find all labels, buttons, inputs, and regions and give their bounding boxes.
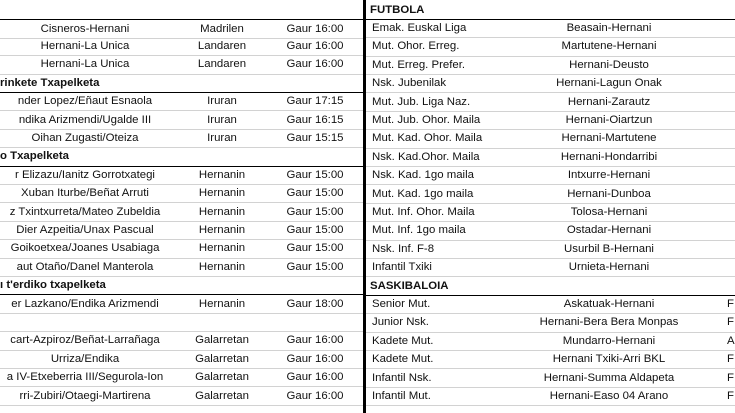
match-names: Cisneros-Hernani <box>40 22 130 35</box>
match-extra: F <box>727 297 734 310</box>
match-names: nder Lopez/Eñaut Esnaola <box>17 95 153 108</box>
match-category: Nsk. Kad.Ohor. Maila <box>372 150 480 163</box>
match-category: Emak. Euskal Liga <box>372 21 467 34</box>
table-row <box>366 240 735 259</box>
match-teams: Hernani-Dunboa <box>567 187 651 200</box>
match-time: Gaur 16:00 <box>286 39 344 52</box>
table-row <box>366 221 735 240</box>
match-teams: Hernani-Oiartzun <box>565 113 653 126</box>
table-row <box>366 56 735 75</box>
match-time: Gaur 15:00 <box>286 260 344 273</box>
match-time: Gaur 16:00 <box>286 389 344 402</box>
match-category: Mut. Kad. 1go maila <box>372 187 474 200</box>
match-teams: Martutene-Hernani <box>561 40 657 53</box>
match-category: Nsk. Kad. 1go maila <box>372 169 474 182</box>
match-time: Gaur 16:00 <box>286 58 344 71</box>
section-title: SASKIBALOIA <box>370 279 449 292</box>
match-venue: Hernanin <box>198 223 246 236</box>
table-row <box>0 55 363 74</box>
match-venue: Madrilen <box>200 22 244 35</box>
match-teams: Usurbil B-Hernani <box>564 242 654 255</box>
match-time: Gaur 15:00 <box>286 187 344 200</box>
table-row <box>0 331 363 350</box>
match-time: Gaur 15:15 <box>286 131 344 144</box>
match-category: Mut. Ohor. Erreg. <box>372 40 460 53</box>
table-row <box>366 313 735 332</box>
table-row <box>366 387 735 406</box>
section-title: rinkete Txapelketa <box>0 76 100 89</box>
table-row <box>0 295 363 314</box>
match-teams: Hernani-Hondarribi <box>560 150 658 163</box>
match-category: Kadete Mut. <box>372 353 434 366</box>
left-schedule-column <box>0 0 363 413</box>
table-row <box>366 203 735 222</box>
match-teams: Askatuak-Hernani <box>563 297 655 310</box>
match-category: Nsk. Inf. F-8 <box>372 242 435 255</box>
match-time: Gaur 15:00 <box>286 242 344 255</box>
table-row <box>0 203 363 222</box>
match-teams: Hernani Txiki-Arri BKL <box>552 353 666 366</box>
right-schedule-column <box>366 0 735 413</box>
table-row <box>0 239 363 258</box>
table-row <box>0 111 363 130</box>
match-time: Gaur 15:00 <box>286 223 344 236</box>
section-title: o Txapelketa <box>0 150 70 163</box>
match-venue: Hernanin <box>198 260 246 273</box>
match-time: Gaur 16:15 <box>286 113 344 126</box>
match-time: Gaur 18:00 <box>286 297 344 310</box>
table-row <box>366 166 735 185</box>
match-teams: Tolosa-Hernani <box>570 205 648 218</box>
match-teams: Urnieta-Hernani <box>568 261 650 274</box>
section-header <box>0 74 363 93</box>
match-time: Gaur 16:00 <box>286 352 344 365</box>
match-venue: Hernanin <box>198 168 246 181</box>
match-names: Dier Azpeitia/Unax Pascual <box>16 223 154 236</box>
match-venue: Galarretan <box>195 371 249 384</box>
match-teams: Hernani-Deusto <box>569 58 649 71</box>
table-row <box>366 148 735 167</box>
match-names: Xuban Iturbe/Beñat Arruti <box>21 187 149 200</box>
match-venue: Galarretan <box>195 389 249 402</box>
table-row <box>366 129 735 148</box>
match-category: Infantil Txiki <box>372 261 432 274</box>
match-time: Gaur 16:00 <box>286 371 344 384</box>
table-row <box>0 221 363 240</box>
table-row <box>366 111 735 130</box>
match-venue: Hernanin <box>198 297 246 310</box>
table-row <box>366 19 735 38</box>
table-row <box>0 387 363 406</box>
match-teams: Ostadar-Hernani <box>566 224 652 237</box>
table-row <box>366 37 735 56</box>
match-names: rri-Zubiri/Otaegi-Martirena <box>19 389 151 402</box>
table-row <box>0 166 363 185</box>
match-teams: Intxurre-Hernani <box>567 169 651 182</box>
match-names: r Elizazu/Ianitz Gorrotxategi <box>15 168 155 181</box>
match-venue: Landaren <box>197 39 247 52</box>
match-category: Mut. Kad. Ohor. Maila <box>372 132 483 145</box>
match-names: a IV-Etxeberria III/Segurola-Ion <box>6 371 164 384</box>
section-header <box>0 147 363 166</box>
table-row <box>366 93 735 112</box>
match-category: Infantil Mut. <box>372 389 431 402</box>
match-venue: Iruran <box>207 95 237 108</box>
match-extra: F <box>727 353 734 366</box>
table-row <box>0 184 363 203</box>
match-category: Junior Nsk. <box>372 316 429 329</box>
table-row <box>366 295 735 314</box>
section-title: ı t'erdiko txapelketa <box>0 279 106 292</box>
table-row <box>0 313 363 332</box>
match-time: Gaur 16:00 <box>286 22 344 35</box>
match-venue: Iruran <box>207 131 237 144</box>
match-names: Goikoetxea/Joanes Usabiaga <box>10 242 160 255</box>
match-names: z Txintxurreta/Mateo Zubeldia <box>9 205 161 218</box>
match-teams: Hernani-Bera Bera Monpas <box>539 316 679 329</box>
match-extra: F <box>727 316 734 329</box>
match-names: er Lazkano/Endika Arizmendi <box>11 297 159 310</box>
table-row <box>0 129 363 148</box>
table-row <box>366 185 735 204</box>
table-row <box>0 19 363 39</box>
table-row <box>0 368 363 387</box>
match-venue: Landaren <box>197 58 247 71</box>
match-venue: Hernanin <box>198 187 246 200</box>
table-row <box>0 37 363 56</box>
match-category: Senior Mut. <box>372 297 431 310</box>
match-teams: Mundarro-Hernani <box>562 334 656 347</box>
match-teams: Hernani-Easo 04 Arano <box>549 389 669 402</box>
match-venue: Iruran <box>207 113 237 126</box>
section-header <box>0 276 363 295</box>
section-header <box>366 1 735 20</box>
table-row <box>0 350 363 369</box>
match-category: Infantil Nsk. <box>372 371 432 384</box>
table-row <box>366 369 735 388</box>
table-row <box>0 92 363 111</box>
match-venue: Galarretan <box>195 352 249 365</box>
match-category: Mut. Inf. 1go maila <box>372 224 466 237</box>
match-teams: Hernani-Summa Aldapeta <box>543 371 675 384</box>
match-names: ndika Arizmendi/Ugalde III <box>18 113 152 126</box>
match-extra: F <box>727 371 734 384</box>
match-category: Kadete Mut. <box>372 334 434 347</box>
match-category: Mut. Jub. Ohor. Maila <box>372 113 481 126</box>
match-names: aut Otaño/Danel Manterola <box>16 260 154 273</box>
match-category: Nsk. Jubenilak <box>372 77 447 90</box>
match-teams: Hernani-Zarautz <box>567 95 651 108</box>
match-teams: Beasain-Hernani <box>566 21 652 34</box>
table-row <box>366 350 735 369</box>
match-names: Oihan Zugasti/Oteiza <box>31 131 139 144</box>
match-venue: Hernanin <box>198 242 246 255</box>
table-row <box>366 258 735 277</box>
match-names: Urriza/Endika <box>50 352 120 365</box>
match-time: Gaur 16:00 <box>286 334 344 347</box>
match-names: Hernani-La Unica <box>40 39 130 52</box>
table-row <box>366 74 735 93</box>
match-category: Mut. Inf. Ohor. Maila <box>372 205 475 218</box>
match-time: Gaur 17:15 <box>286 95 344 108</box>
match-teams: Hernani-Lagun Onak <box>556 77 662 90</box>
match-venue: Galarretan <box>195 334 249 347</box>
match-names: Hernani-La Unica <box>40 58 130 71</box>
match-category: Mut. Erreg. Prefer. <box>372 58 466 71</box>
table-row <box>366 332 735 351</box>
table-row <box>0 258 363 277</box>
match-time: Gaur 15:00 <box>286 168 344 181</box>
match-time: Gaur 15:00 <box>286 205 344 218</box>
section-title: FUTBOLA <box>370 3 425 16</box>
match-extra: A <box>727 334 735 347</box>
match-names: cart-Azpiroz/Beñat-Larrañaga <box>10 334 160 347</box>
match-teams: Hernani-Martutene <box>561 132 657 145</box>
section-header <box>366 277 735 296</box>
match-extra: F <box>727 389 734 402</box>
match-category: Mut. Jub. Liga Naz. <box>372 95 471 108</box>
match-venue: Hernanin <box>198 205 246 218</box>
